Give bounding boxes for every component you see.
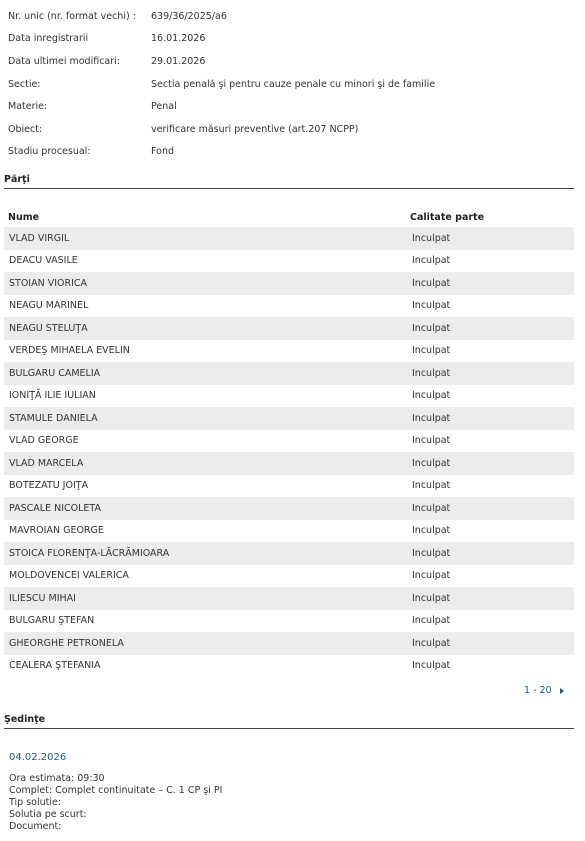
party-role: Inculpat bbox=[412, 457, 451, 469]
party-name: VLAD MARCELA bbox=[9, 457, 84, 469]
table-row bbox=[4, 250, 574, 273]
table-row bbox=[4, 542, 574, 565]
detail-label: Data inregistrarii bbox=[8, 33, 89, 45]
party-role: Inculpat bbox=[412, 412, 451, 424]
table-body bbox=[4, 227, 574, 677]
session-detail-line: Tip solutie: bbox=[9, 797, 62, 808]
pagination[interactable] bbox=[524, 685, 564, 696]
table-row bbox=[4, 430, 574, 453]
detail-value: 16.01.2026 bbox=[151, 33, 206, 45]
next-page-icon[interactable] bbox=[560, 688, 564, 694]
party-name: VLAD VIRGIL bbox=[9, 232, 70, 244]
party-role: Inculpat bbox=[412, 525, 451, 537]
parti-section-title: Părţi bbox=[4, 174, 574, 189]
party-name: STAMULE DANIELA bbox=[9, 412, 98, 424]
table-row bbox=[4, 587, 574, 610]
pagination-range: 1 - 20 bbox=[524, 685, 552, 696]
column-header-role: Calitate parte bbox=[410, 211, 485, 223]
party-role: Inculpat bbox=[412, 637, 451, 649]
party-role: Inculpat bbox=[412, 615, 451, 627]
table-row bbox=[4, 362, 574, 385]
party-name: IONIŢĂ ILIE IULIAN bbox=[9, 390, 96, 402]
party-role: Inculpat bbox=[412, 232, 451, 244]
session-detail-line: Complet: Complet continuitate – C. 1 CP şi PI bbox=[9, 785, 223, 796]
party-name: VLAD GEORGE bbox=[9, 435, 79, 447]
party-name: BOTEZATU JOIŢA bbox=[9, 480, 89, 492]
party-role: Inculpat bbox=[412, 277, 451, 289]
session-details bbox=[9, 773, 222, 833]
party-name: BULGARU CAMELIA bbox=[9, 367, 101, 379]
detail-label: Data ultimei modificari: bbox=[8, 55, 120, 67]
detail-label: Nr. unic (nr. format vechi) : bbox=[8, 10, 136, 22]
table-row bbox=[4, 385, 574, 408]
detail-row bbox=[8, 28, 578, 51]
detail-label: Sectie: bbox=[8, 78, 41, 90]
case-details bbox=[8, 5, 578, 163]
parti-table bbox=[4, 207, 574, 677]
party-name: MAVROIAN GEORGE bbox=[9, 525, 104, 537]
party-name: NEAGU STELUŢA bbox=[9, 322, 88, 334]
table-row bbox=[4, 520, 574, 543]
detail-value: 29.01.2026 bbox=[151, 55, 206, 67]
table-row bbox=[4, 295, 574, 318]
table-row bbox=[4, 227, 574, 250]
session-date: 04.02.2026 bbox=[9, 752, 67, 763]
party-role: Inculpat bbox=[412, 502, 451, 514]
detail-label: Obiect: bbox=[8, 123, 43, 135]
detail-row bbox=[8, 73, 578, 96]
table-header bbox=[4, 207, 574, 227]
party-role: Inculpat bbox=[412, 570, 451, 582]
party-name: GHEORGHE PETRONELA bbox=[9, 637, 124, 649]
detail-row bbox=[8, 118, 578, 141]
detail-value: Fond bbox=[151, 146, 174, 158]
party-role: Inculpat bbox=[412, 435, 451, 447]
session-detail-line: Ora estimata: 09:30 bbox=[9, 773, 105, 784]
party-name: ILIESCU MIHAI bbox=[9, 592, 76, 604]
table-row bbox=[4, 565, 574, 588]
table-row bbox=[4, 497, 574, 520]
table-row bbox=[4, 475, 574, 498]
sedinte-section-title: Şedinţe bbox=[4, 714, 574, 729]
party-name: VERDEŞ MIHAELA EVELIN bbox=[9, 345, 130, 357]
party-role: Inculpat bbox=[412, 300, 451, 312]
session-detail-line: Solutia pe scurt: bbox=[9, 809, 87, 820]
party-role: Inculpat bbox=[412, 367, 451, 379]
detail-value: verificare măsuri preventive (art.207 NCPP) bbox=[151, 123, 359, 135]
party-name: DEACU VASILE bbox=[9, 255, 78, 267]
party-name: BULGARU ŞTEFAN bbox=[9, 615, 95, 627]
table-row bbox=[4, 610, 574, 633]
party-role: Inculpat bbox=[412, 660, 451, 672]
party-role: Inculpat bbox=[412, 547, 451, 559]
party-role: Inculpat bbox=[412, 255, 451, 267]
detail-value: 639/36/2025/a6 bbox=[151, 10, 227, 22]
party-role: Inculpat bbox=[412, 390, 451, 402]
table-row bbox=[4, 655, 574, 678]
detail-row bbox=[8, 50, 578, 73]
party-name: NEAGU MARINEL bbox=[9, 300, 89, 312]
party-role: Inculpat bbox=[412, 345, 451, 357]
detail-row bbox=[8, 95, 578, 118]
table-row bbox=[4, 340, 574, 363]
table-row bbox=[4, 452, 574, 475]
detail-value: Sectia penală şi pentru cauze penale cu minori şi de familie bbox=[151, 78, 436, 90]
detail-row bbox=[8, 5, 578, 28]
detail-value: Penal bbox=[151, 101, 177, 113]
column-header-name: Nume bbox=[8, 211, 40, 223]
table-row bbox=[4, 272, 574, 295]
table-row bbox=[4, 407, 574, 430]
party-name: STOIAN VIORICA bbox=[9, 277, 88, 289]
party-role: Inculpat bbox=[412, 592, 451, 604]
session-detail-line: Document: bbox=[9, 821, 62, 832]
party-name: MOLDOVENCEI VALERICA bbox=[9, 570, 129, 582]
party-name: STOICA FLORENŢA-LĂCRĂMIOARA bbox=[9, 547, 170, 559]
detail-label: Materie: bbox=[8, 101, 48, 113]
table-row bbox=[4, 317, 574, 340]
table-row bbox=[4, 632, 574, 655]
detail-label: Stadiu procesual: bbox=[8, 146, 91, 158]
party-name: CEALERA ŞTEFANIA bbox=[9, 660, 101, 672]
party-role: Inculpat bbox=[412, 480, 451, 492]
party-name: PASCALE NICOLETA bbox=[9, 502, 101, 514]
detail-row bbox=[8, 141, 578, 164]
party-role: Inculpat bbox=[412, 322, 451, 334]
